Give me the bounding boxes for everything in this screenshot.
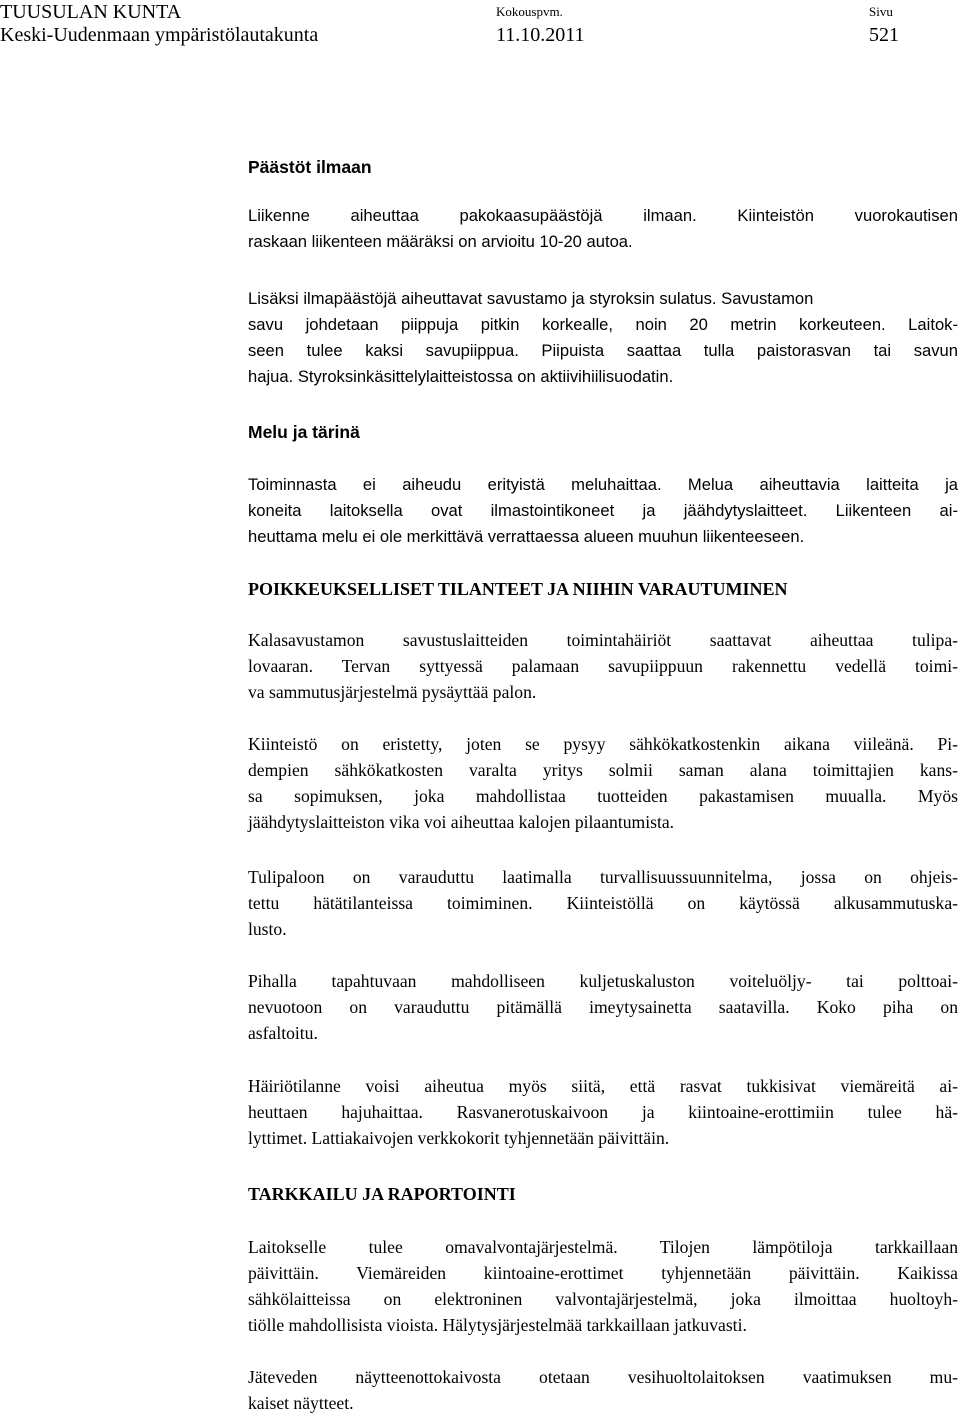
text-line: päivittäin. Viemäreiden kiintoaine-erottimet tyhjennetään päivittäin. Kaikissa xyxy=(248,1263,958,1283)
page-label: Sivu xyxy=(869,4,893,19)
meeting-date: 11.10.2011 xyxy=(496,24,585,46)
text-line: Toiminnasta ei aiheudu erityistä meluhaittaa. Melua aiheuttavia laitteita ja xyxy=(248,475,958,494)
paragraph xyxy=(248,1073,958,1151)
section-heading-exceptional: POIKKEUKSELLISET TILANTEET JA NIIHIN VARAUTUMINEN xyxy=(248,579,788,599)
text-line: Kalasavustamon savustuslaitteiden toimintahäiriöt saattavat aiheuttaa tulipa- xyxy=(248,630,958,650)
text-line: heuttaen hajuhaittaa. Rasvanerotuskaivoon ja kiintoaine-erottimiin tulee hä- xyxy=(248,1102,958,1122)
text-line: Lisäksi ilmapäästöjä aiheuttavat savustamo ja styroksin sulatus. Savustamon xyxy=(248,289,814,308)
board-name: Keski-Uudenmaan ympäristölautakunta xyxy=(0,24,319,46)
text-line: sa sopimuksen, joka mahdollistaa tuotteiden pakastamisen muualla. Myös xyxy=(248,786,958,806)
text-line: lusto. xyxy=(248,919,287,939)
section-heading-monitoring: TARKKAILU JA RAPORTOINTI xyxy=(248,1184,516,1204)
text-line: Liikenne aiheuttaa pakokaasupäästöjä ilmaan. Kiinteistön vuorokautisen xyxy=(248,206,958,225)
text-line: asfaltoitu. xyxy=(248,1023,318,1043)
text-line: va sammutusjärjestelmä pysäyttää palon. xyxy=(248,682,537,702)
text-line: Kiinteistö on eristetty, joten se pysyy sähkökatkostenkin aikana viileänä. Pi- xyxy=(248,734,958,754)
text-line: hajua. Styroksinkäsittelylaitteistossa on aktiivihiilisuodatin. xyxy=(248,367,674,386)
paragraph xyxy=(248,1364,958,1416)
paragraph xyxy=(248,731,958,835)
text-line: seen tulee kaksi savupiippua. Piipuista saattaa tulla paistorasvan tai savun xyxy=(248,341,958,360)
text-line: Jäteveden näytteenottokaivosta otetaan vesihuoltolaitoksen vaatimuksen mu- xyxy=(248,1367,958,1387)
text-line: koneita laitoksella ovat ilmastointikoneet ja jäähdytyslaitteet. Liikenteen ai- xyxy=(248,501,958,520)
paragraph xyxy=(248,472,958,550)
text-line: dempien sähkökatkosten varalta yritys solmii saman alana toimittajien kans- xyxy=(248,760,958,780)
text-line: kaiset näytteet. xyxy=(248,1393,354,1413)
text-line: Laitokselle tulee omavalvontajärjestelmä. Tilojen lämpötiloja tarkkaillaan xyxy=(248,1237,958,1257)
paragraph xyxy=(248,286,958,390)
text-line: Pihalla tapahtuvaan mahdolliseen kuljetuskaluston voiteluöljy- tai polttoai- xyxy=(248,971,958,991)
text-line: Tulipaloon on varauduttu laatimalla turvallisuussuunnitelma, jossa on ohjeis- xyxy=(248,867,958,887)
text-line: savu johdetaan piippuja pitkin korkealle, noin 20 metrin korkeuteen. Laitok- xyxy=(248,315,958,334)
text-line: heuttama melu ei ole merkittävä verrattaessa alueen muuhun liikenteeseen. xyxy=(248,527,805,546)
text-line: lovaaran. Tervan syttyessä palamaan savupiippuun rakennettu vedellä toimi- xyxy=(248,656,958,676)
text-line: jäähdytyslaitteiston vika voi aiheuttaa kalojen pilaantumista. xyxy=(248,812,675,832)
paragraph xyxy=(248,864,958,942)
text-line: tiölle mahdollisista vioista. Hälytysjärjestelmää tarkkaillaan jatkuvasti. xyxy=(248,1315,747,1335)
section-heading-emissions: Päästöt ilmaan xyxy=(248,157,372,177)
municipality-name: TUUSULAN KUNTA xyxy=(0,1,182,23)
page-number: 521 xyxy=(869,24,899,46)
text-line: tettu hätätilanteissa toimiminen. Kiinteistöllä on käytössä alkusammutuska- xyxy=(248,893,958,913)
paragraph xyxy=(248,203,958,255)
paragraph xyxy=(248,627,958,705)
text-line: nevuotoon on varauduttu pitämällä imeytysainetta saatavilla. Koko piha on xyxy=(248,997,958,1017)
text-line: raskaan liikenteen määräksi on arvioitu 10-20 autoa. xyxy=(248,232,633,251)
section-heading-noise: Melu ja tärinä xyxy=(248,422,360,442)
paragraph xyxy=(248,968,958,1046)
paragraph xyxy=(248,1234,958,1338)
text-line: Häiriötilanne voisi aiheutua myös siitä, että rasvat tukkisivat viemäreitä ai- xyxy=(248,1076,958,1096)
text-line: lyttimet. Lattiakaivojen verkkokorit tyhjennetään päivittäin. xyxy=(248,1128,670,1148)
meeting-date-label: Kokouspvm. xyxy=(496,4,563,19)
text-line: sähkölaitteissa on elektroninen valvontajärjestelmä, joka ilmoittaa huoltoyh- xyxy=(248,1289,958,1309)
